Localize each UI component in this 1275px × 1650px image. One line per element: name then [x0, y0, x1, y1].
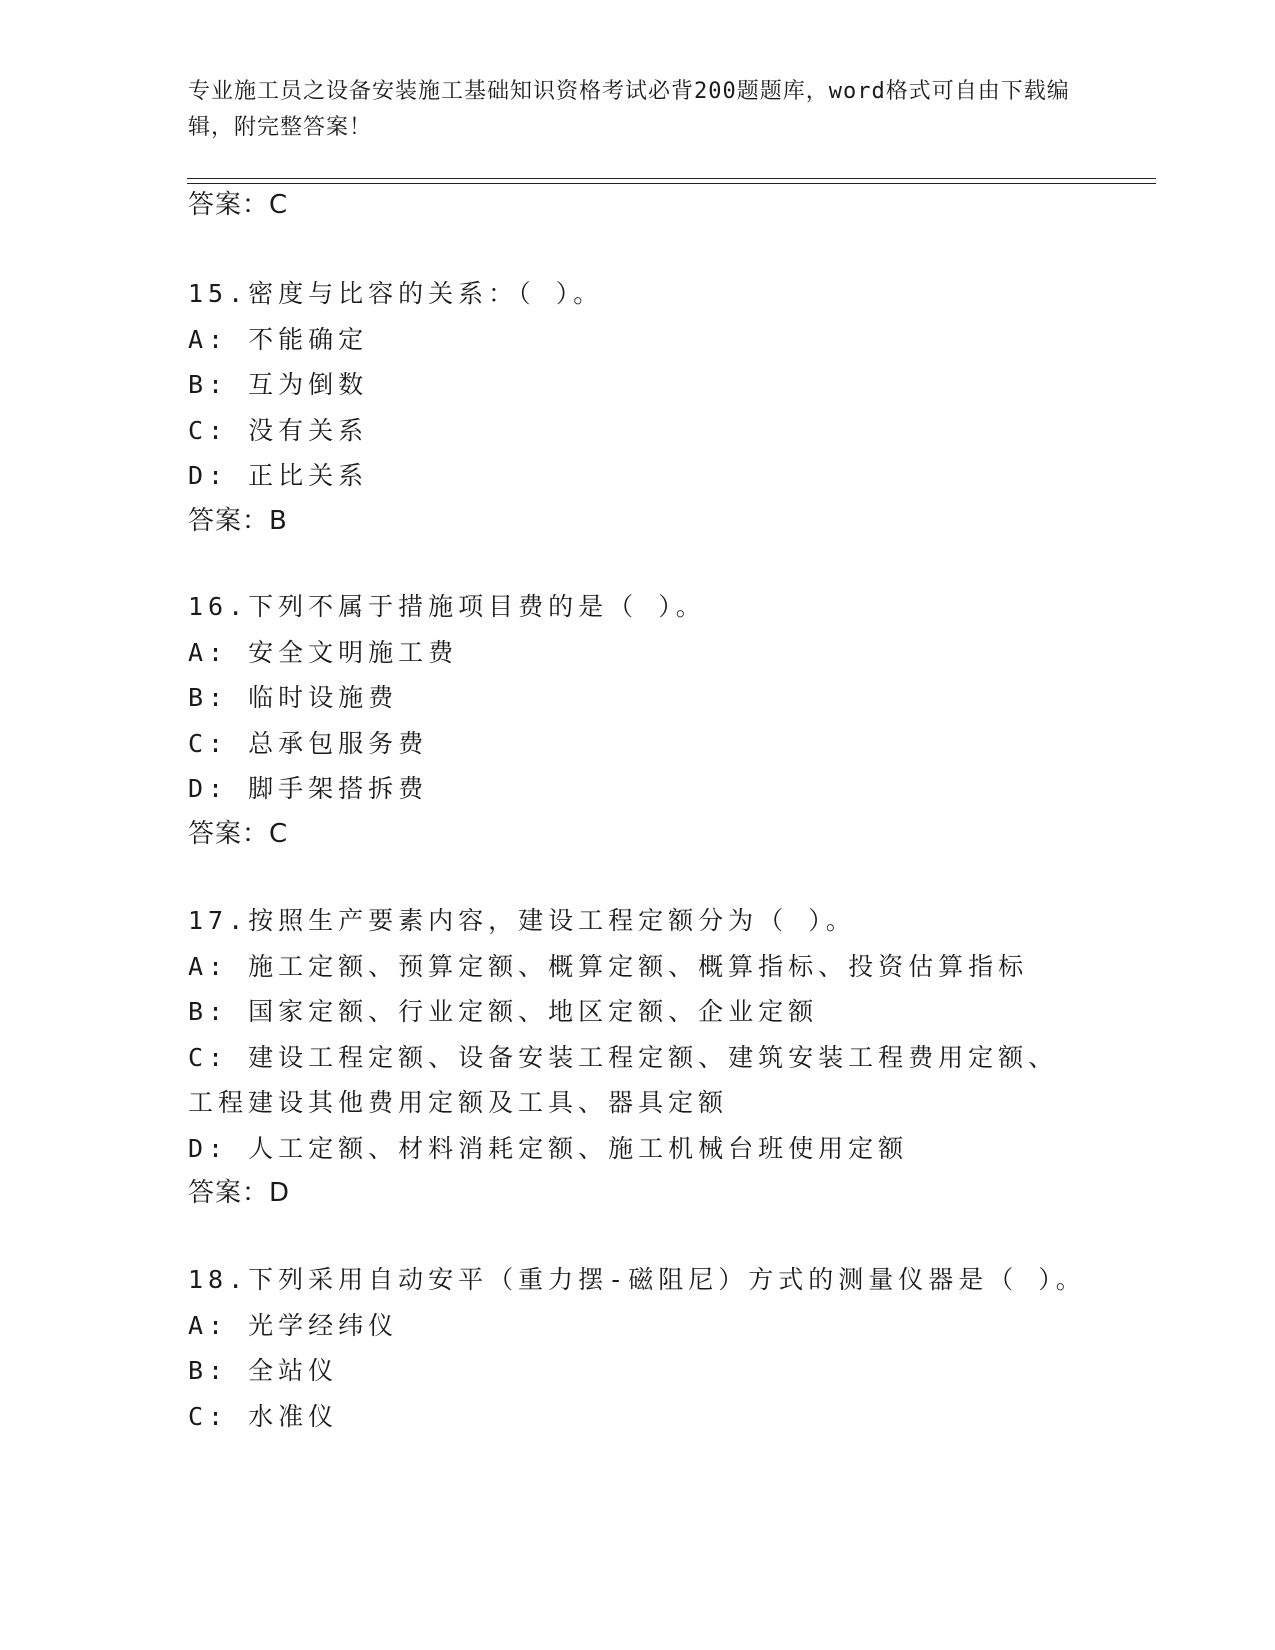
answer-line: 答案：D — [188, 1178, 291, 1208]
question-16 — [188, 584, 1088, 857]
question-stem: 16.下列不属于措施项目费的是（ ）。 — [188, 592, 706, 621]
option-b: B: 全站仪 — [188, 1356, 339, 1385]
previous-answer-block — [188, 183, 1088, 229]
option-c: C: 没有关系 — [188, 415, 369, 445]
option-a: A: 施工定额、预算定额、概算定额、概算指标、投资估算指标 — [188, 951, 1029, 981]
option-d: D: 人工定额、材料消耗定额、施工机械台班使用定额 — [188, 1133, 909, 1163]
option-b: B: 国家定额、行业定额、地区定额、企业定额 — [188, 997, 819, 1026]
question-stem: 17.按照生产要素内容，建设工程定额分为（ ）。 — [188, 906, 856, 935]
question-stem: 15.密度与比容的关系：（ ）。 — [188, 279, 604, 308]
option-c: C: 建设工程定额、设备安装工程定额、建筑安装工程费用定额、工程建设其他费用定额及工具、器具定额 — [188, 1042, 1059, 1117]
option-c: C: 总承包服务费 — [188, 728, 429, 758]
answer-line: 答案：C — [188, 190, 289, 220]
option-b: B: 互为倒数 — [188, 370, 369, 399]
document-header — [188, 74, 1088, 146]
header-title: 专业施工员之设备安装施工基础知识资格考试必背200题题库，word格式可自由下载编辑，附完整答案！ — [188, 79, 1070, 140]
question-15 — [188, 271, 1088, 544]
option-d: D: 正比关系 — [188, 461, 369, 490]
question-17 — [188, 898, 1088, 1217]
option-b: B: 临时设施费 — [188, 683, 399, 712]
option-a: A: 安全文明施工费 — [188, 637, 459, 667]
question-stem: 18.下列采用自动安平（重力摆-磁阻尼）方式的测量仪器是（ ）。 — [188, 1265, 1086, 1294]
option-d: D: 脚手架搭拆费 — [188, 774, 429, 803]
option-a: A: 光学经纬仪 — [188, 1310, 399, 1340]
option-a: A: 不能确定 — [188, 324, 369, 354]
header-divider-top — [187, 178, 1156, 179]
option-c: C: 水准仪 — [188, 1401, 339, 1431]
answer-line: 答案：B — [188, 505, 288, 536]
answer-line: 答案：C — [188, 818, 289, 849]
question-18 — [188, 1257, 1088, 1439]
